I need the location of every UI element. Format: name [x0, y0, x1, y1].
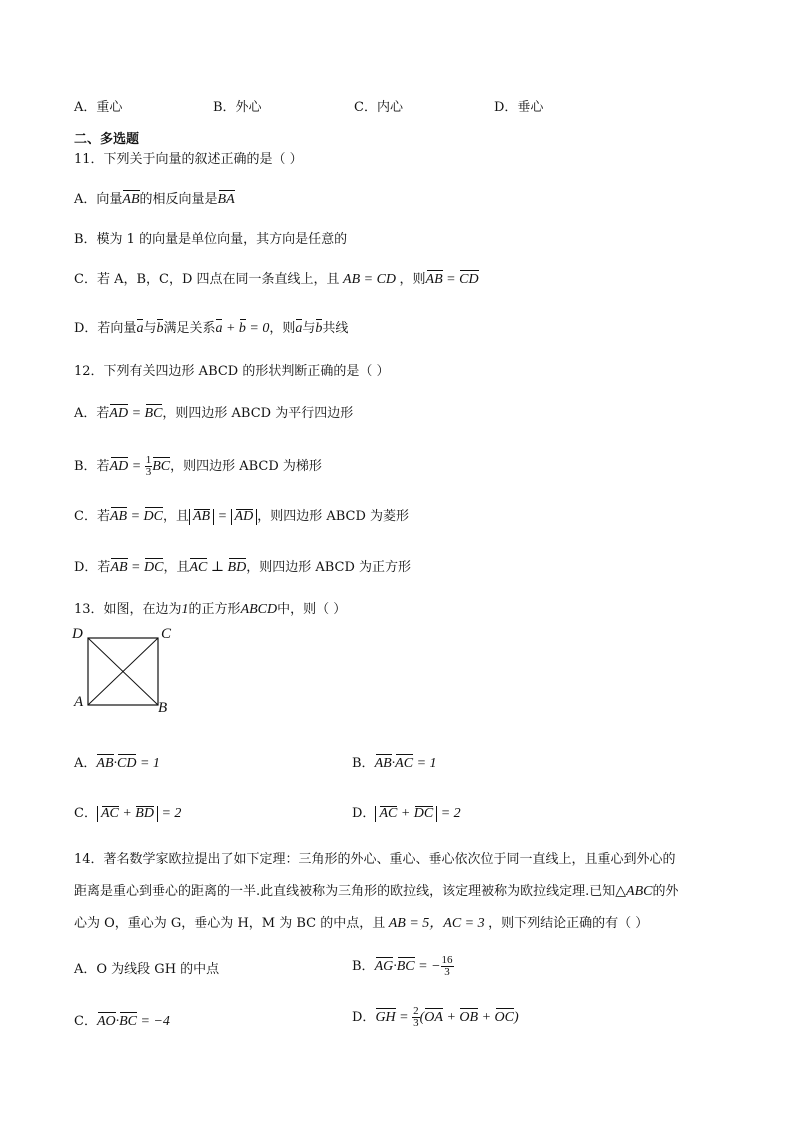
vertex-label-b: B: [158, 700, 168, 716]
q12-d-end: ，则四边形 ABCD 为正方形: [246, 560, 412, 575]
q12-b-pre: B．若: [74, 459, 110, 474]
q14-option-d: D．GH = $\frac{2}{3}$ (OA + OB + OC): [352, 1005, 519, 1029]
q14-option-b: B．AG·BC = − $\frac{16}{3}$: [352, 954, 453, 978]
q11-d-pre: D．若向量: [74, 321, 137, 336]
q12-stem: 12．下列有关四边形 ABCD 的形状判断正确的是（ ）: [74, 364, 390, 379]
vector-b: b: [156, 319, 163, 339]
q10-option-c: C．内心: [354, 100, 403, 115]
section-heading: 二、多选题: [74, 132, 140, 147]
q11-c-eq: AB = CD: [339, 272, 400, 287]
q11-c-mid: ，则: [399, 272, 426, 287]
vector-a: a: [136, 319, 143, 339]
q12-d-pre: D．若: [74, 560, 111, 575]
vector-ab: AB: [122, 190, 139, 210]
q11-option-b: B．模为 1 的向量是单位向量，其方向是任意的: [74, 232, 348, 247]
q11-stem: 11．下列关于向量的叙述正确的是（ ）: [74, 152, 303, 167]
q11-d-end: 共线: [322, 321, 349, 336]
square-figure: [70, 626, 180, 718]
q13-stem: [74, 600, 346, 620]
q11-d-and1: 与: [143, 321, 157, 336]
q13-side: 1: [181, 602, 189, 617]
q11-d-mid: 满足关系: [163, 321, 216, 336]
q14-lengths: AB = 5，AC = 3: [385, 916, 489, 931]
q12-c-mid: ，且: [162, 509, 189, 524]
q14-line-1: 14．著名数学家欧拉提出了如下定理：三角形的外心、重心、垂心依次位于同一直线上，且重心到外心的: [74, 852, 676, 867]
q11-option-a: [74, 190, 235, 210]
q13-option-b: B．AB·AC = 1: [352, 754, 437, 774]
vector-ba: BA: [218, 190, 235, 210]
q12-a-pre: A．若: [74, 406, 110, 421]
q12-b-end: ，则四边形 ABCD 为梯形: [170, 459, 322, 474]
fraction-one-third: $\frac{1}{3}$: [145, 454, 152, 478]
q14-option-a: A．O 为线段 GH 的中点: [74, 962, 220, 977]
q14-option-c: C．AO·BC = −4: [74, 1012, 170, 1032]
q12-d-mid: ，且: [163, 560, 190, 575]
q13-option-c: C． AC + BD = 2: [74, 806, 182, 821]
q12-option-a: A．若AD = BC，则四边形 ABCD 为平行四边形: [74, 404, 353, 424]
q12-option-c: C．若AB = DC，且 AB = AD ，则四边形 ABCD 为菱形: [74, 507, 409, 527]
q10-option-b: B．外心: [213, 100, 262, 115]
q11-a-mid: 的相反向量是: [139, 192, 218, 207]
q10-option-d: D．垂心: [494, 100, 544, 115]
q13-square-name: ABCD: [240, 602, 278, 617]
vertex-label-a: A: [74, 694, 84, 710]
triangle-abc: △ABC: [615, 884, 653, 899]
q14-line-3: 心为 O，重心为 G，垂心为 H，M 为 BC 的中点，且 AB = 5，AC = 3 ，则下列结论正确的有（ ）: [74, 916, 649, 931]
q11-option-d: D．若向量a与b满足关系a + b = 0，则a与b共线: [74, 319, 348, 339]
q13-option-a: A．AB·CD = 1: [74, 754, 160, 774]
q11-a-pre: A．向量: [74, 192, 123, 207]
q13-option-d: D． AC + DC = 2: [352, 806, 461, 821]
q11-d-then: ，则: [269, 321, 296, 336]
q13-stem-mid: 的正方形: [188, 602, 241, 617]
vertex-label-c: C: [161, 626, 172, 642]
q12-option-b: B．若AD = $\frac{1}{3}$ BC，则四边形 ABCD 为梯形: [74, 454, 322, 478]
vector-cd: CD: [459, 270, 478, 290]
q13-stem-pre: 13．如图，在边为: [74, 602, 182, 617]
q11-d-and2: 与: [302, 321, 316, 336]
q11-option-c: C．若 A，B，C，D 四点在同一条直线上，且 AB = CD ，则AB = CD: [74, 270, 479, 290]
q12-a-end: ，则四边形 ABCD 为平行四边形: [162, 406, 354, 421]
q12-option-d: D．若AB = DC，且AC ⊥ BD，则四边形 ABCD 为正方形: [74, 558, 411, 578]
q11-c-pre: C．若 A，B，C，D 四点在同一条直线上，且: [74, 272, 340, 287]
vertex-label-d: D: [72, 626, 83, 642]
q14-line-2: 距离是重心到垂心的距离的一半.此直线被称为三角形的欧拉线，该定理被称为欧拉线定理.已知△ABC的外: [74, 884, 679, 899]
q12-c-end: ，则四边形 ABCD 为菱形: [257, 509, 410, 524]
q13-stem-end: 中，则（ ）: [277, 602, 347, 617]
q10-option-a: A．重心: [74, 100, 123, 115]
q12-c-pre: C．若: [74, 509, 110, 524]
vector-ab: AB: [426, 270, 443, 290]
